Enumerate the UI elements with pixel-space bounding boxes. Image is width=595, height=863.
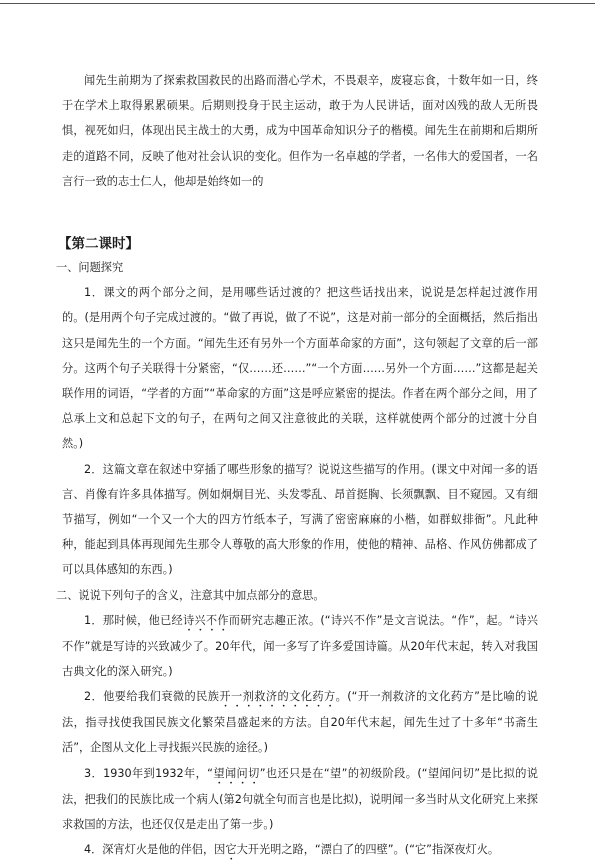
sentence-1 (62, 608, 538, 684)
sentence-3 (62, 761, 538, 837)
sentence-2-emphasis: 开一剂救济的文化药方 (219, 690, 336, 704)
sentence-1-post: 而研究志趣正浓。(“诗兴不作”是文言说法。“作”，起。“诗兴不作”就是写诗的兴致减少了。20年代，闻一多写了许多爱国诗篇。从20年代末起，转入对我国古典文化的深入研究。) (62, 613, 538, 679)
sentence-3-emphasis: 望闻问切 (212, 766, 260, 780)
document-page (56, 68, 538, 863)
sentence-2-pre: 2．他要给我们衰微的民族 (84, 690, 220, 704)
sentence-3-post: ”也还只是在“望”的初级阶段。(“望闻问切”是比拟的说法，把我们的民族比成一个病人(第2句就全句而言也是比拟)，说明闻一多当时从文化研究上来探求救国的方法，也还仅仅是走出了第一步。) (62, 766, 538, 831)
sentence-1-emphasis: 诗兴不作 (182, 613, 229, 627)
question-2: 2．这篇文章在叙述中穿插了哪些形象的描写？说说这些描写的作用。(课文中对闻一多的语言、肖像有许多具体描写。例如炯炯目光、头发零乱、昂首挺胸、长须飘飘、目不窥园。又有细节描写，例如“一个又一个大的四方竹纸本子，写满了密密麻麻的小楷，如群蚁排衙”。凡此种种，能起到具体再现闻先生那令人尊敬的高大形象的作用，使他的精神、品格、作风仿佛都成了可以具体感知的东西。) (62, 462, 538, 577)
part2-heading: 二、说说下列句子的含义，注意其中加点部分的意思。 (56, 588, 325, 602)
section-title: 【第二课时】 (58, 236, 139, 253)
intro-paragraph: 闻先生前期为了探索救国救民的出路而潜心学术，不畏艰辛，废寝忘食，十数年如一日，终于在学术上取得累累硕果。后期则投身于民主运动，敢于为人民讲话，面对凶残的敌人无所畏惧，视死如归，体现出民主战士的大勇，成为中国革命知识分子的楷模。闻先生在前期和后期所走的道路不同，反映了他对社会认识的变化。但作为一名卓越的学者，一名伟大的爱国者，一名言行一致的志士仁人，他却是始终如一的 (62, 74, 538, 188)
sentence-4-post: 大开光明之路，“漂白了的四壁”。(“它”指深夜灯火。 (236, 843, 500, 857)
sentence-2-post: 。(“开一剂救济的文化药方”是比喻的说法，指寻找使我国民族文化繁荣昌盛起来的方法。自20年代末起，闻先生过了十多年“书斋生活”，企图从文化上寻找振兴民族的途径。) (62, 690, 538, 755)
sentence-1-pre: 1．那时候，他已经 (84, 613, 183, 627)
question-1: 1．课文的两个部分之间，是用哪些话过渡的？把这些话找出来，说说是怎样起过渡作用的。(是用两个句子完成过渡的。“做了再说，做了不说”，这是对前一部分的全面概括，然后指出这只是闻先生的一个方面。“闻先生还有另外一个方面革命家的方面”，这句领起了文章的后一部分。这两个句子关联得十分紧密，“仅……还……”“一个方面……另外一个方面……”这都是起关联作用的词语，“学者的方面”“革命家的方面”这是呼应紧密的提法。作者在两个部分之间，用了总承上文和总起下文的句子，在两句之间又注意彼此的关联，这样就使两个部分的过渡十分自然。) (62, 286, 538, 451)
sentence-3-pre: 3．1930年到1932年，“ (84, 766, 213, 780)
part1-heading: 一、问题探究 (56, 261, 124, 275)
sentence-2 (62, 684, 538, 760)
header-rule (0, 3, 595, 4)
sentence-4-emphasis: 它 (225, 843, 237, 857)
sentence-4-pre: 4．深宵灯火是他的伴侣，因 (84, 843, 226, 857)
